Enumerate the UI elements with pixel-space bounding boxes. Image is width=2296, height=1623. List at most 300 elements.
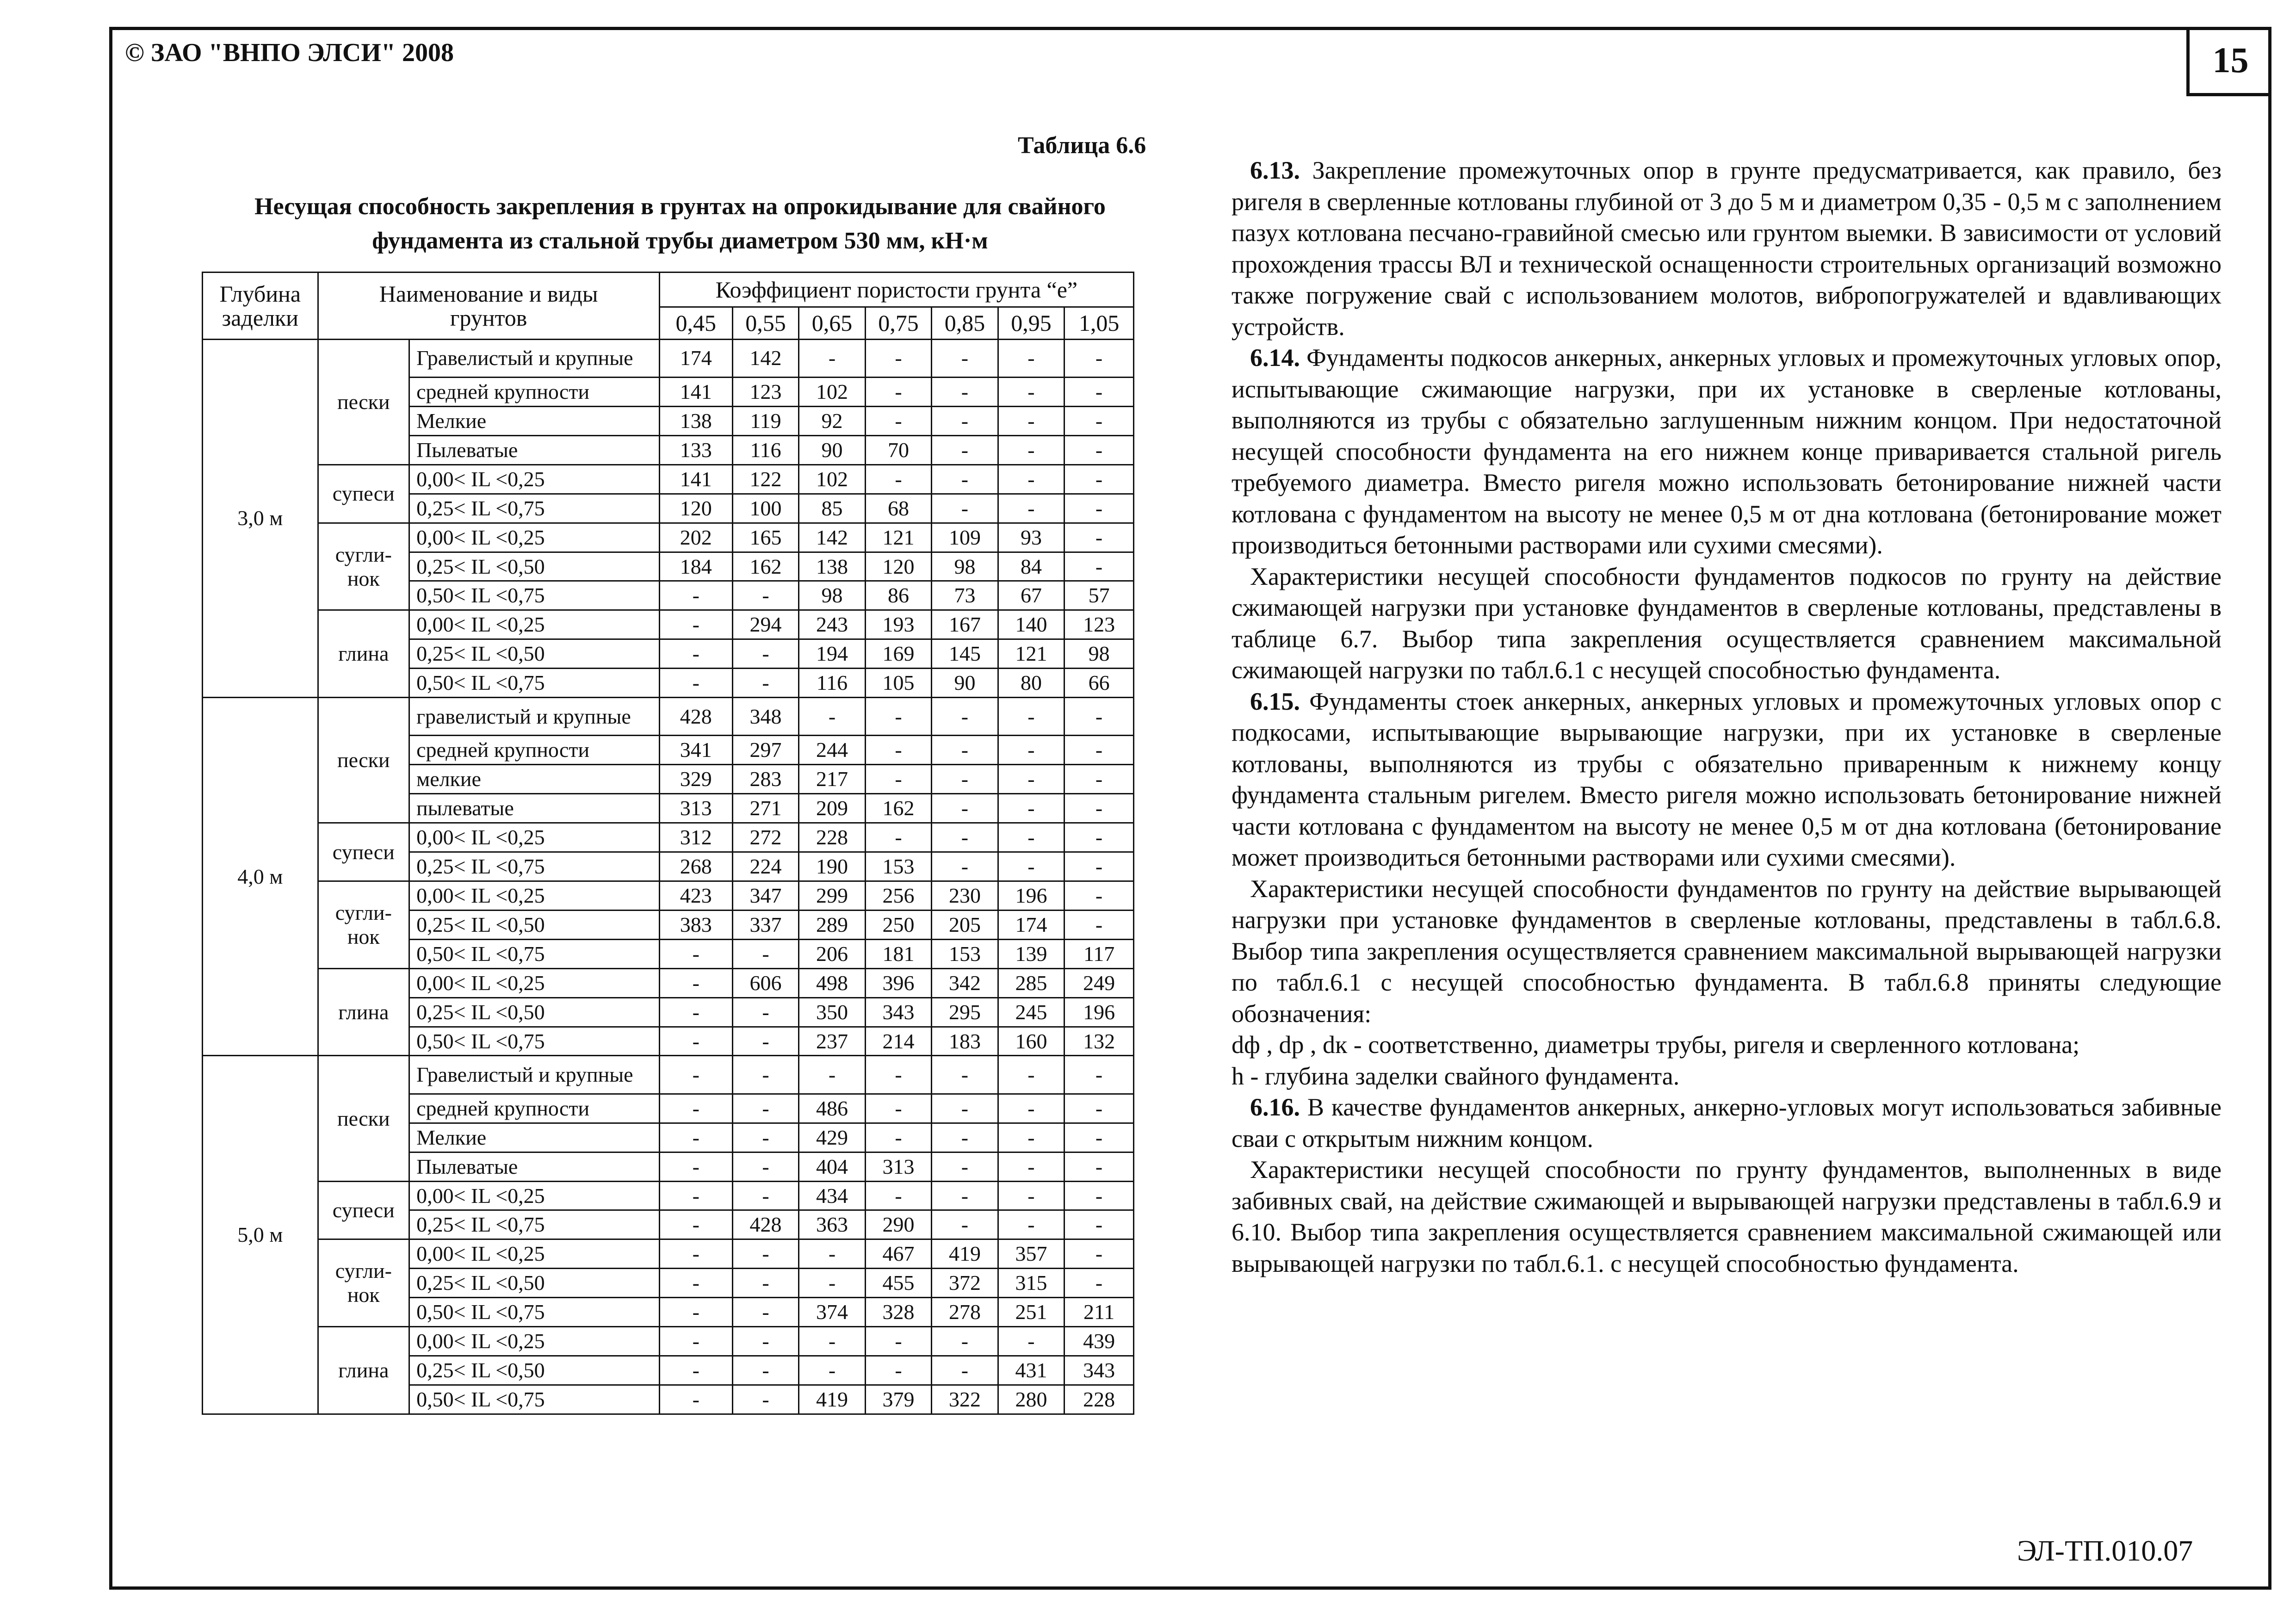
soil-type-cell: глина	[318, 968, 409, 1056]
table-caption-line2: фундамента из стальной трубы диаметром 530 мм, кН·м	[372, 228, 988, 254]
value-cell: -	[998, 1123, 1064, 1152]
value-cell: 244	[799, 736, 865, 765]
soil-kind-cell: 0,00< IL <0,25	[409, 968, 660, 997]
value-cell: -	[998, 339, 1064, 377]
value-cell: -	[932, 1181, 998, 1210]
soil-type-cell: сугли-нок	[318, 1239, 409, 1327]
value-cell: -	[732, 1123, 798, 1152]
value-cell: -	[659, 939, 732, 968]
value-cell: 119	[732, 407, 798, 436]
value-cell: -	[998, 823, 1064, 852]
value-cell: -	[998, 698, 1064, 736]
value-cell: -	[1064, 765, 1134, 794]
value-cell: -	[998, 407, 1064, 436]
value-cell: 183	[932, 1027, 998, 1056]
value-cell: -	[998, 1094, 1064, 1123]
paragraph-notation-depth: h - глубина заделки свайного фундамента.	[1232, 1062, 1680, 1090]
table-caption	[204, 190, 1157, 258]
value-cell: 66	[1064, 669, 1134, 698]
table-row	[203, 465, 1134, 494]
value-cell: -	[865, 1327, 931, 1356]
value-cell: 138	[799, 552, 865, 581]
paragraph-6-14-characteristics: Характеристики несущей способности фундаментов подкосов по грунту на действие сжимающей нагрузки при установке фундаментов в сверленые котлованы, представлены в таблице 6.7. Выбор типа закрепления осуществляется сравнением максимальной сжимающей нагрузки по табл.6.1 с несущей способностью фундамента.	[1232, 562, 2222, 684]
value-cell: 132	[1064, 1027, 1134, 1056]
value-cell: 121	[998, 639, 1064, 669]
value-cell: -	[1064, 1123, 1134, 1152]
value-cell: 295	[932, 997, 998, 1027]
value-cell: -	[932, 1327, 998, 1356]
value-cell: -	[732, 1094, 798, 1123]
value-cell: 174	[659, 339, 732, 377]
value-cell: 139	[998, 939, 1064, 968]
value-cell: 190	[799, 852, 865, 881]
value-cell: 439	[1064, 1327, 1134, 1356]
value-cell: 498	[799, 968, 865, 997]
value-cell: 329	[659, 765, 732, 794]
value-cell: 209	[799, 794, 865, 823]
value-cell: 383	[659, 910, 732, 939]
value-cell: 428	[659, 698, 732, 736]
soil-kind-cell: 0,00< IL <0,25	[409, 610, 660, 639]
value-cell: 205	[932, 910, 998, 939]
value-cell: -	[932, 378, 998, 407]
value-cell: 122	[732, 465, 798, 494]
soil-type-cell: пески	[318, 1056, 409, 1181]
soil-kind-cell: средней крупности	[409, 736, 660, 765]
value-cell: 343	[865, 997, 931, 1027]
value-cell: -	[932, 465, 998, 494]
value-cell: 396	[865, 968, 931, 997]
value-cell: -	[659, 1269, 732, 1298]
value-cell: -	[998, 736, 1064, 765]
value-cell: 140	[998, 610, 1064, 639]
paragraph-6-16-characteristics: Характеристики несущей способности по грунту фундаментов, выполненных в виде забивных свай, на действие сжимающей и вырывающей нагрузки представлены в табл.6.9 и 6.10. Выбор типа закрепления осуществляется сравнением максимальной сжимающей или вырывающей нагрузки по табл.6.1. с несущей способностью фундамента.	[1232, 1156, 2222, 1277]
soil-kind-cell: 0,25< IL <0,75	[409, 1210, 660, 1239]
soil-kind-cell: мелкие	[409, 765, 660, 794]
value-cell: 141	[659, 378, 732, 407]
table-row	[203, 1056, 1134, 1094]
table-row	[203, 523, 1134, 552]
table-row	[203, 1327, 1134, 1356]
value-cell: -	[998, 378, 1064, 407]
soil-kind-cell: Мелкие	[409, 1123, 660, 1152]
soil-kind-cell: 0,25< IL <0,50	[409, 910, 660, 939]
value-cell: -	[1064, 910, 1134, 939]
table-row	[203, 968, 1134, 997]
value-cell: 251	[998, 1298, 1064, 1327]
value-cell: -	[932, 1356, 998, 1385]
soil-kind-cell: 0,25< IL <0,50	[409, 639, 660, 669]
value-cell: -	[1064, 465, 1134, 494]
value-cell: 120	[865, 552, 931, 581]
value-cell: -	[799, 1056, 865, 1094]
value-cell: -	[732, 1298, 798, 1327]
value-cell: -	[865, 1056, 931, 1094]
soil-kind-cell: 0,00< IL <0,25	[409, 881, 660, 911]
value-cell: 230	[932, 881, 998, 911]
value-cell: 133	[659, 435, 732, 465]
value-cell: 141	[659, 465, 732, 494]
value-cell: -	[932, 794, 998, 823]
value-cell: 347	[732, 881, 798, 911]
soil-kind-cell: пылеватые	[409, 794, 660, 823]
soil-kind-cell: Гравелистый и крупные	[409, 1056, 660, 1094]
value-cell: -	[932, 339, 998, 377]
value-cell: 313	[865, 1152, 931, 1181]
paragraph-6-15: 6.15. Фундаменты стоек анкерных, анкерных угловых и промежуточных угловых опор с подкосами, испытывающие вырывающие нагрузки, при их установке в сверленые котлованы, выполняются из трубы с обязательно приваренным к нижнему концу фундамента стальным ригелем. Вместо ригеля можно использовать бетонирование нижней части котлована с фундаментом на высоту не менее 0,5 м от дна котлована (бетонирование может производиться бетонными растворами или сухими смесями).	[1232, 687, 2222, 871]
value-cell: 206	[799, 939, 865, 968]
header-row-1	[203, 273, 1134, 307]
value-cell: 169	[865, 639, 931, 669]
soil-type-cell: глина	[318, 610, 409, 698]
value-cell: 280	[998, 1385, 1064, 1414]
value-cell: -	[732, 1056, 798, 1094]
value-cell: 434	[799, 1181, 865, 1210]
value-cell: -	[1064, 1210, 1134, 1239]
value-cell: 68	[865, 494, 931, 523]
paragraph-6-14: 6.14. Фундаменты подкосов анкерных, анкерных угловых и промежуточных угловых опор, испытывающие сжимающие нагрузки, при их установке в сверленые котлованы, выполняются из трубы с обязательно заглушенным нижним концом. При недостаточной несущей способности фундамента на его нижнем конце приваривается стальной ригель требуемого диаметра. Вместо ригеля можно использовать бетонирование нижней части котлована с фундаментом на высоту не менее 0,5 м от дна котлована (бетонирование может производиться бетонными растворами или сухими смесями).	[1232, 344, 2222, 559]
value-cell: -	[732, 1356, 798, 1385]
header-coef-value: 1,05	[1064, 307, 1134, 339]
value-cell: 105	[865, 669, 931, 698]
value-cell: 374	[799, 1298, 865, 1327]
value-cell: -	[998, 794, 1064, 823]
depth-cell: 5,0 м	[203, 1056, 318, 1414]
value-cell: 109	[932, 523, 998, 552]
value-cell: -	[1064, 823, 1134, 852]
value-cell: 102	[799, 378, 865, 407]
value-cell: -	[659, 639, 732, 669]
value-cell: -	[1064, 698, 1134, 736]
soil-kind-cell: 0,50< IL <0,75	[409, 1027, 660, 1056]
value-cell: 102	[799, 465, 865, 494]
value-cell: 70	[865, 435, 931, 465]
table-row	[203, 1181, 1134, 1210]
value-cell: -	[659, 968, 732, 997]
value-cell: -	[932, 698, 998, 736]
value-cell: 297	[732, 736, 798, 765]
value-cell: 428	[732, 1210, 798, 1239]
value-cell: 80	[998, 669, 1064, 698]
value-cell: 121	[865, 523, 931, 552]
value-cell: 228	[799, 823, 865, 852]
value-cell: -	[865, 1356, 931, 1385]
value-cell: -	[865, 823, 931, 852]
value-cell: 162	[732, 552, 798, 581]
soil-type-cell: супеси	[318, 1181, 409, 1239]
value-cell: -	[732, 639, 798, 669]
value-cell: -	[1064, 407, 1134, 436]
value-cell: -	[998, 465, 1064, 494]
value-cell: 160	[998, 1027, 1064, 1056]
table-row	[203, 698, 1134, 736]
soil-kind-cell: 0,25< IL <0,75	[409, 494, 660, 523]
value-cell: 98	[932, 552, 998, 581]
value-cell: -	[732, 1181, 798, 1210]
soil-kind-cell: 0,00< IL <0,25	[409, 465, 660, 494]
value-cell: -	[1064, 1094, 1134, 1123]
soil-type-cell: глина	[318, 1327, 409, 1414]
value-cell: 268	[659, 852, 732, 881]
table-row	[203, 823, 1134, 852]
value-cell: 294	[732, 610, 798, 639]
value-cell: -	[659, 1239, 732, 1269]
value-cell: 315	[998, 1269, 1064, 1298]
value-cell: 98	[799, 581, 865, 610]
soil-type-cell: пески	[318, 698, 409, 823]
soil-type-cell: сугли-нок	[318, 523, 409, 610]
value-cell: -	[998, 1181, 1064, 1210]
value-cell: -	[998, 852, 1064, 881]
value-cell: -	[659, 669, 732, 698]
header-coef-value: 0,75	[865, 307, 931, 339]
text-column	[1232, 155, 2222, 1279]
depth-cell: 3,0 м	[203, 339, 318, 697]
value-cell: -	[799, 1269, 865, 1298]
value-cell: 138	[659, 407, 732, 436]
value-cell: -	[865, 1123, 931, 1152]
value-cell: 142	[732, 339, 798, 377]
value-cell: 224	[732, 852, 798, 881]
value-cell: 379	[865, 1385, 931, 1414]
value-cell: 153	[865, 852, 931, 881]
value-cell: 455	[865, 1269, 931, 1298]
value-cell: 312	[659, 823, 732, 852]
soil-kind-cell: 0,25< IL <0,50	[409, 1356, 660, 1385]
paragraph-notation-diameters: dф , dр , dк - соответственно, диаметры трубы, ригеля и сверленного котлована;	[1232, 1031, 2080, 1059]
soil-type-cell: супеси	[318, 823, 409, 881]
soil-type-cell: пески	[318, 339, 409, 465]
value-cell: -	[1064, 852, 1134, 881]
value-cell: 86	[865, 581, 931, 610]
value-cell: 194	[799, 639, 865, 669]
value-cell: -	[732, 1327, 798, 1356]
value-cell: -	[1064, 1056, 1134, 1094]
value-cell: -	[1064, 1239, 1134, 1269]
value-cell: -	[1064, 794, 1134, 823]
value-cell: 73	[932, 581, 998, 610]
soil-kind-cell: 0,25< IL <0,75	[409, 852, 660, 881]
value-cell: -	[865, 765, 931, 794]
value-cell: -	[799, 1356, 865, 1385]
value-cell: 278	[932, 1298, 998, 1327]
value-cell: -	[998, 1152, 1064, 1181]
value-cell: -	[799, 339, 865, 377]
value-cell: 165	[732, 523, 798, 552]
value-cell: -	[659, 581, 732, 610]
value-cell: 299	[799, 881, 865, 911]
value-cell: 272	[732, 823, 798, 852]
value-cell: -	[1064, 1269, 1134, 1298]
value-cell: -	[1064, 523, 1134, 552]
value-cell: -	[865, 465, 931, 494]
value-cell: -	[932, 823, 998, 852]
value-cell: -	[732, 997, 798, 1027]
value-cell: 85	[799, 494, 865, 523]
value-cell: 342	[932, 968, 998, 997]
page-number: 15	[2186, 27, 2271, 96]
soil-kind-cell: 0,50< IL <0,75	[409, 1385, 660, 1414]
soil-kind-cell: 0,50< IL <0,75	[409, 581, 660, 610]
value-cell: -	[932, 435, 998, 465]
header-coef-value: 0,95	[998, 307, 1064, 339]
header-coef-value: 0,55	[732, 307, 798, 339]
value-cell: -	[732, 1239, 798, 1269]
value-cell: 606	[732, 968, 798, 997]
header-coefficient: Коэффициент пористости грунта “е”	[659, 273, 1133, 307]
depth-cell: 4,0 м	[203, 698, 318, 1056]
value-cell: 431	[998, 1356, 1064, 1385]
value-cell: -	[1064, 1152, 1134, 1181]
value-cell: -	[865, 1094, 931, 1123]
value-cell: 181	[865, 939, 931, 968]
value-cell: 467	[865, 1239, 931, 1269]
value-cell: 202	[659, 523, 732, 552]
value-cell: -	[1064, 339, 1134, 377]
value-cell: -	[732, 1269, 798, 1298]
soil-kind-cell: Пылеватые	[409, 435, 660, 465]
paragraph-6-13: 6.13. Закрепление промежуточных опор в грунте предусматривается, как правило, без ригеля в сверленные котлованы глубиной от 3 до 5 м и диаметром 0,35 - 0,5 м с заполнением пазух котлована песчано-гравийной смесью или грунтом выемки. В зависимости от условий прохождения трассы ВЛ и технической оснащенности строительных организаций возможно также погружение свай с использованием молотов, вибропогружателей и вдавливающих устройств.	[1232, 156, 2222, 341]
value-cell: 343	[1064, 1356, 1134, 1385]
value-cell: 67	[998, 581, 1064, 610]
value-cell: 228	[1064, 1385, 1134, 1414]
value-cell: -	[865, 698, 931, 736]
table-row	[203, 339, 1134, 377]
value-cell: -	[998, 1210, 1064, 1239]
value-cell: -	[865, 736, 931, 765]
value-cell: 357	[998, 1239, 1064, 1269]
value-cell: -	[659, 1181, 732, 1210]
value-cell: 404	[799, 1152, 865, 1181]
soil-kind-cell: 0,00< IL <0,25	[409, 1239, 660, 1269]
value-cell: 341	[659, 736, 732, 765]
value-cell: 174	[998, 910, 1064, 939]
header-depth: Глубина заделки	[203, 273, 318, 340]
value-cell: 337	[732, 910, 798, 939]
value-cell: 211	[1064, 1298, 1134, 1327]
value-cell: -	[1064, 881, 1134, 911]
value-cell: 363	[799, 1210, 865, 1239]
value-cell: -	[998, 494, 1064, 523]
soil-kind-cell: средней крупности	[409, 378, 660, 407]
value-cell: -	[659, 1298, 732, 1327]
value-cell: 250	[865, 910, 931, 939]
value-cell: 92	[799, 407, 865, 436]
value-cell: -	[659, 1385, 732, 1414]
value-cell: -	[865, 378, 931, 407]
value-cell: -	[732, 1152, 798, 1181]
value-cell: 93	[998, 523, 1064, 552]
value-cell: 289	[799, 910, 865, 939]
value-cell: 116	[732, 435, 798, 465]
table-number: Таблица 6.6	[1018, 132, 1146, 159]
value-cell: 322	[932, 1385, 998, 1414]
soil-kind-cell: 0,25< IL <0,50	[409, 1269, 660, 1298]
value-cell: -	[732, 581, 798, 610]
soil-kind-cell: Гравелистый и крупные	[409, 339, 660, 377]
table-row	[203, 610, 1134, 639]
value-cell: 429	[799, 1123, 865, 1152]
value-cell: 271	[732, 794, 798, 823]
value-cell: 256	[865, 881, 931, 911]
soil-kind-cell: 0,00< IL <0,25	[409, 1181, 660, 1210]
paragraph-6-16: 6.16. В качестве фундаментов анкерных, анкерно-угловых могут использоваться забивные сваи с открытым нижним концом.	[1232, 1093, 2222, 1152]
value-cell: 285	[998, 968, 1064, 997]
value-cell: -	[865, 339, 931, 377]
value-cell: -	[659, 610, 732, 639]
value-cell: -	[1064, 1181, 1134, 1210]
value-cell: 167	[932, 610, 998, 639]
value-cell: 57	[1064, 581, 1134, 610]
header-coef-value: 0,85	[932, 307, 998, 339]
paragraph-6-15-characteristics: Характеристики несущей способности фундаментов по грунту на действие вырывающей нагрузки при установке фундаментов в сверленые котлованы, представлены в табл.6.8. Выбор типа закрепления осуществляется сравнением максимальной вырывающей нагрузки по табл.6.1 с несущей способностью фундамента. В табл.6.8 приняты следующие обозначения:	[1232, 874, 2222, 1028]
value-cell: 98	[1064, 639, 1134, 669]
value-cell: 419	[932, 1239, 998, 1269]
value-cell: -	[998, 1056, 1064, 1094]
value-cell: 217	[799, 765, 865, 794]
soil-kind-cell: Мелкие	[409, 407, 660, 436]
value-cell: 162	[865, 794, 931, 823]
header-coef-value: 0,45	[659, 307, 732, 339]
table-row	[203, 881, 1134, 911]
value-cell: -	[799, 1327, 865, 1356]
value-cell: -	[659, 997, 732, 1027]
table-row	[203, 1239, 1134, 1269]
value-cell: 196	[998, 881, 1064, 911]
soil-kind-cell: гравелистый и крупные	[409, 698, 660, 736]
value-cell: -	[659, 1327, 732, 1356]
value-cell: 419	[799, 1385, 865, 1414]
value-cell: -	[932, 852, 998, 881]
value-cell: -	[932, 736, 998, 765]
value-cell: 116	[799, 669, 865, 698]
value-cell: 145	[932, 639, 998, 669]
value-cell: -	[799, 698, 865, 736]
value-cell: -	[732, 1385, 798, 1414]
value-cell: -	[1064, 435, 1134, 465]
soil-kind-cell: 0,50< IL <0,75	[409, 1298, 660, 1327]
value-cell: -	[932, 765, 998, 794]
value-cell: -	[932, 1094, 998, 1123]
value-cell: -	[659, 1210, 732, 1239]
value-cell: -	[932, 1152, 998, 1181]
value-cell: 123	[1064, 610, 1134, 639]
value-cell: -	[659, 1094, 732, 1123]
soil-kind-cell: средней крупности	[409, 1094, 660, 1123]
value-cell: -	[998, 435, 1064, 465]
value-cell: -	[659, 1152, 732, 1181]
value-cell: -	[732, 669, 798, 698]
value-cell: -	[659, 1027, 732, 1056]
soil-kind-cell: 0,00< IL <0,25	[409, 1327, 660, 1356]
value-cell: -	[932, 494, 998, 523]
table-caption-line1: Несущая способность закрепления в грунтах на опрокидывание для свайного	[254, 193, 1106, 220]
value-cell: 120	[659, 494, 732, 523]
value-cell: -	[865, 407, 931, 436]
document-code: ЭЛ-ТП.010.07	[2017, 1534, 2193, 1567]
value-cell: -	[865, 1181, 931, 1210]
value-cell: -	[1064, 736, 1134, 765]
value-cell: 90	[932, 669, 998, 698]
value-cell: -	[732, 939, 798, 968]
value-cell: 142	[799, 523, 865, 552]
value-cell: -	[659, 1123, 732, 1152]
value-cell: -	[732, 1027, 798, 1056]
value-cell: 153	[932, 939, 998, 968]
header-coef-value: 0,65	[799, 307, 865, 339]
value-cell: 237	[799, 1027, 865, 1056]
value-cell: 348	[732, 698, 798, 736]
